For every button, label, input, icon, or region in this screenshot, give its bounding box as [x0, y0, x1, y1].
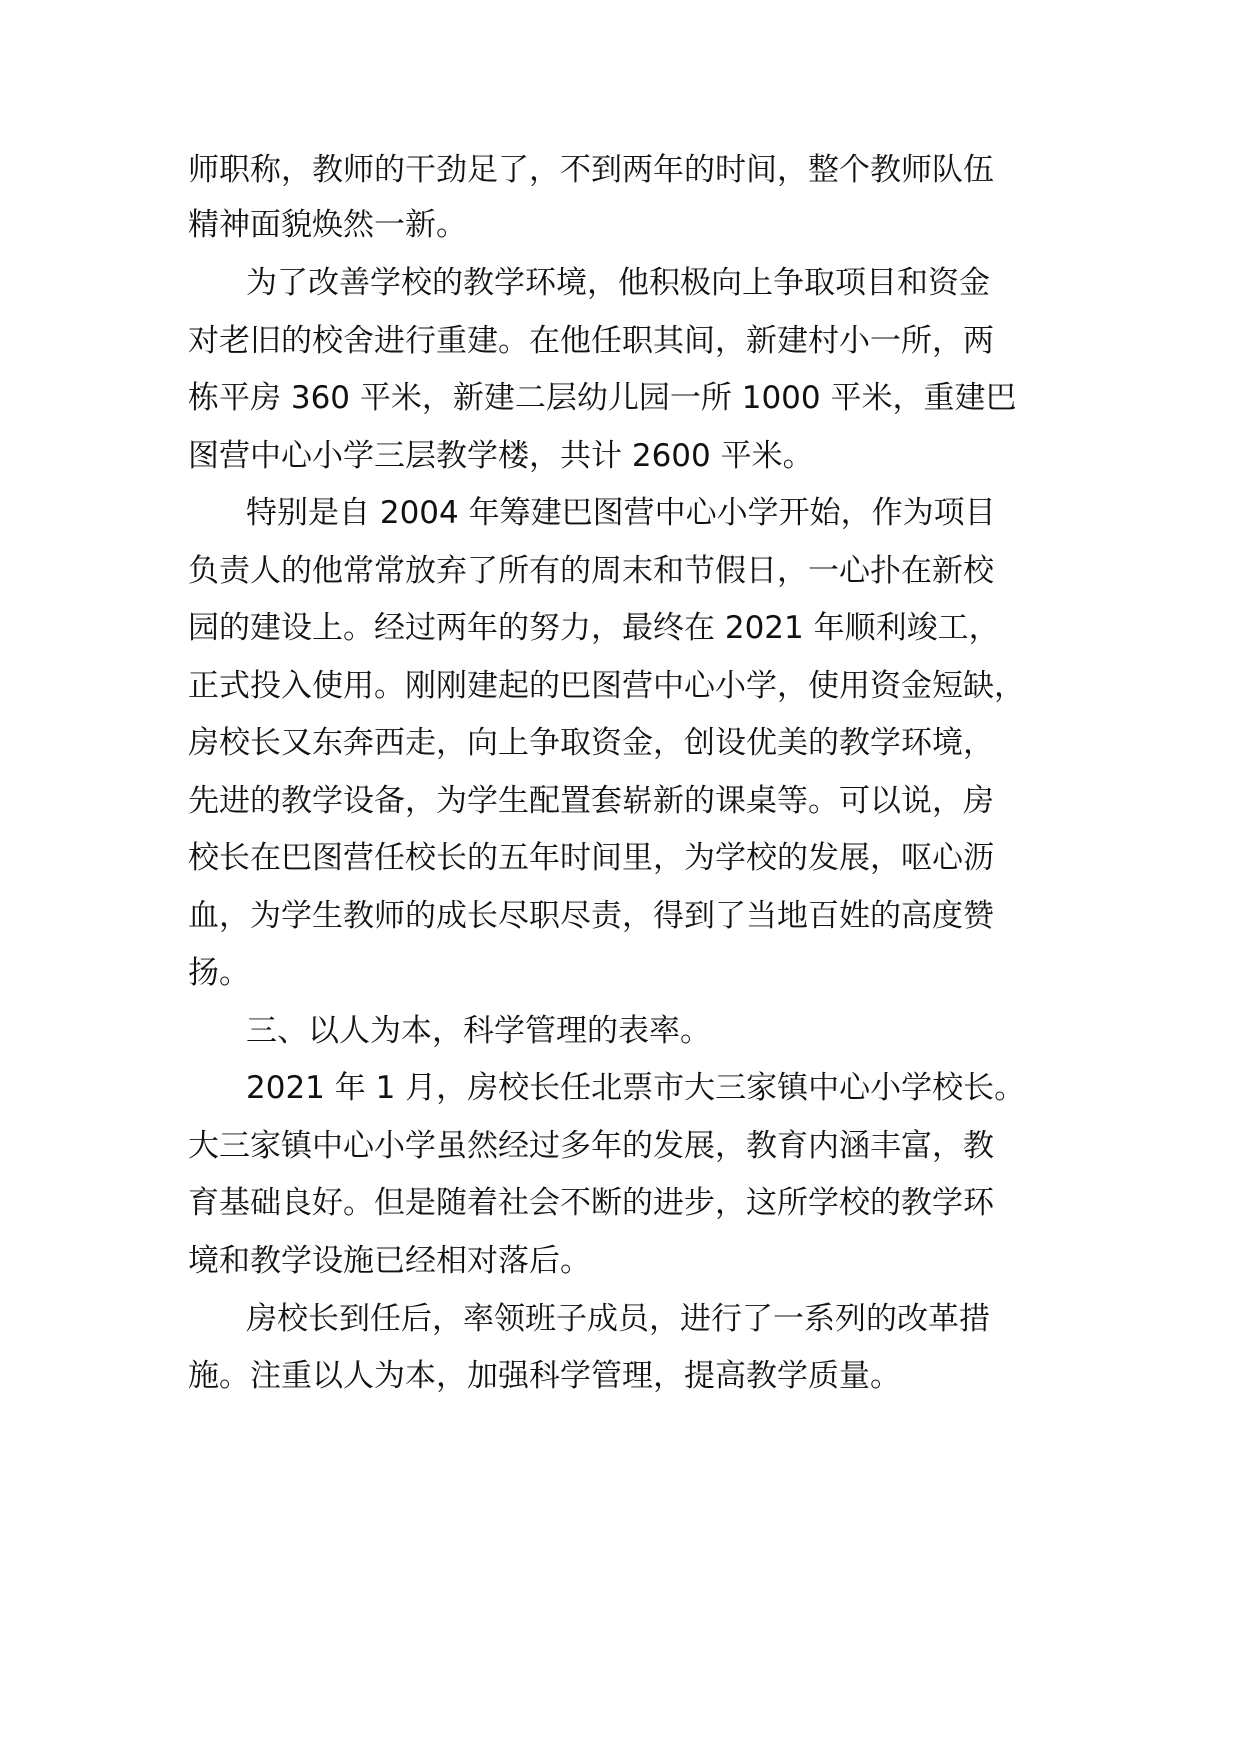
paragraph-first-line: 为了改善学校的教学环境，他积极向上争取项目和资金 [246, 265, 990, 301]
text-line: 施。注重以人为本，加强科学管理，提高教学质量。 [188, 1358, 901, 1394]
text-line: 栋平房 360 平米，新建二层幼儿园一所 1000 平米，重建巴 [188, 380, 1017, 416]
text-line: 大三家镇中心小学虽然经过多年的发展，教育内涵丰富，教 [188, 1128, 994, 1164]
text-line: 师职称，教师的干劲足了，不到两年的时间，整个教师队伍 [188, 152, 994, 188]
text-line: 精神面貌焕然一新。 [188, 207, 467, 243]
text-line: 正式投入使用。刚刚建起的巴图营中心小学，使用资金短缺， [188, 668, 1025, 704]
text-line: 血，为学生教师的成长尽职尽责，得到了当地百姓的高度赞 [188, 898, 994, 934]
text-line: 境和教学设施已经相对落后。 [188, 1243, 591, 1279]
paragraph-first-line: 2021 年 1 月，房校长任北票市大三家镇中心小学校长。 [246, 1070, 1026, 1106]
paragraph-first-line: 特别是自 2004 年筹建巴图营中心小学开始，作为项目 [246, 495, 996, 531]
text-line: 育基础良好。但是随着社会不断的进步，这所学校的教学环 [188, 1185, 994, 1221]
text-line: 图营中心小学三层教学楼，共计 2600 平米。 [188, 438, 814, 474]
text-line: 校长在巴图营任校长的五年时间里，为学校的发展，呕心沥 [188, 840, 994, 876]
text-line: 园的建设上。经过两年的努力，最终在 2021 年顺利竣工， [188, 610, 1000, 646]
text-line: 扬。 [188, 955, 250, 991]
text-line: 对老旧的校舍进行重建。在他任职其间，新建村小一所，两 [188, 323, 994, 359]
paragraph-first-line: 房校长到任后，率领班子成员，进行了一系列的改革措 [246, 1301, 990, 1337]
section-heading: 三、以人为本，科学管理的表率。 [246, 1013, 711, 1049]
text-line: 先进的教学设备，为学生配置套崭新的课桌等。可以说，房 [188, 783, 994, 819]
text-line: 负责人的他常常放弃了所有的周末和节假日，一心扑在新校 [188, 553, 994, 589]
text-line: 房校长又东奔西走，向上争取资金，创设优美的教学环境， [188, 725, 994, 761]
